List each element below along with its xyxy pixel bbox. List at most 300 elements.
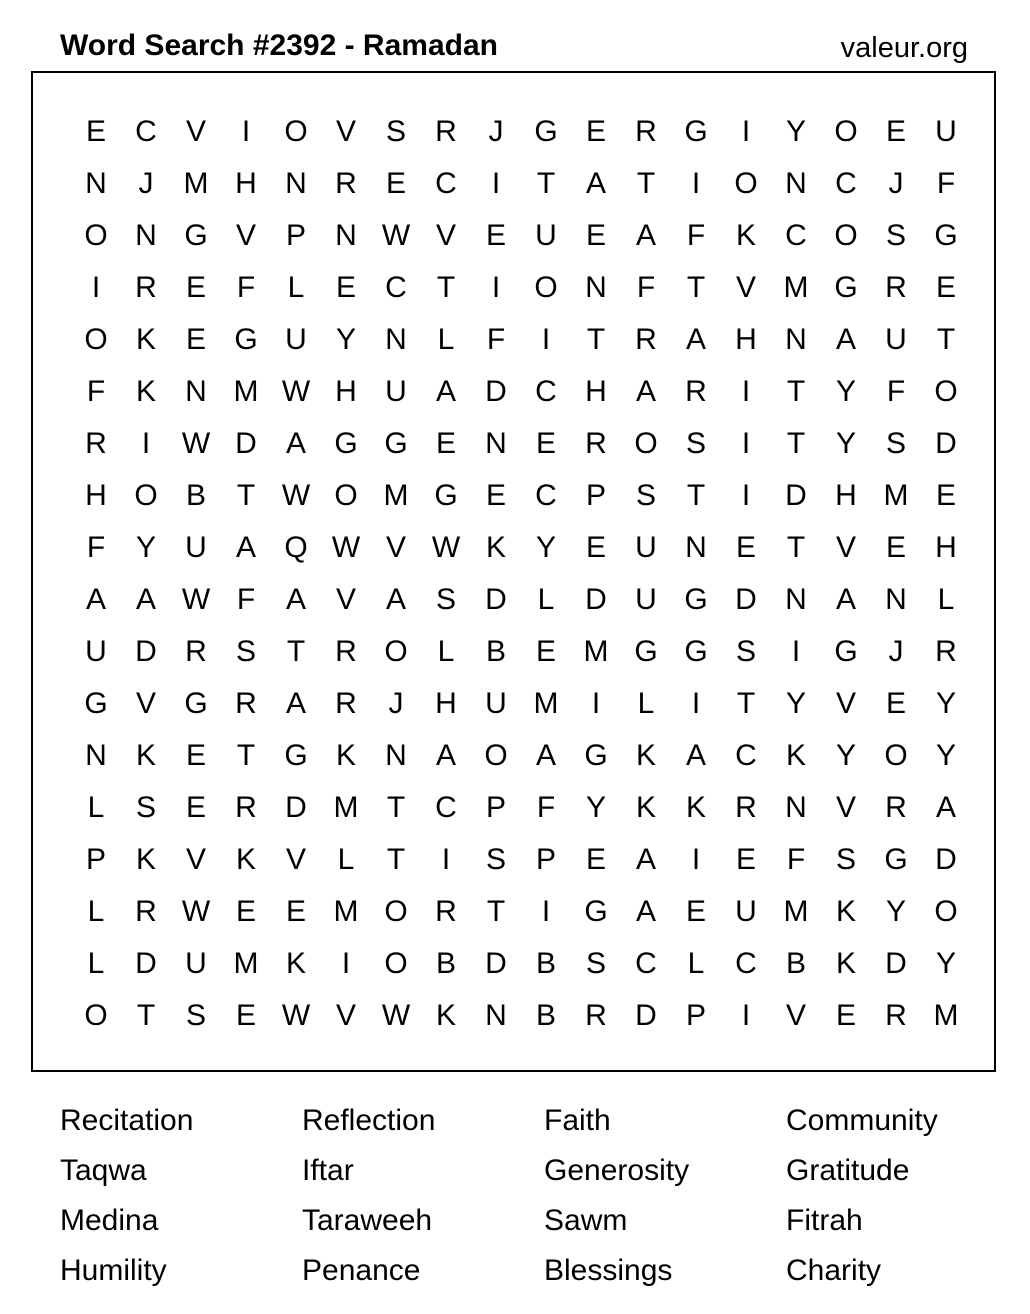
word-list-item: Reflection	[302, 1104, 436, 1137]
grid-letter: D	[735, 583, 757, 616]
word-list-item: Penance	[302, 1254, 421, 1287]
word-list-item: Humility	[60, 1254, 167, 1287]
grid-letter: E	[535, 427, 556, 460]
grid-letter: H	[735, 323, 757, 356]
word-list-item: Sawm	[544, 1204, 628, 1237]
grid-letter: G	[834, 635, 858, 668]
grid-letter: N	[785, 323, 807, 356]
grid-letter: O	[134, 479, 158, 512]
grid-letter: F	[636, 271, 656, 304]
grid-letter: V	[785, 999, 806, 1032]
word-list-item: Blessings	[544, 1254, 673, 1287]
grid-letter: Y	[835, 739, 856, 772]
grid-letter: G	[184, 219, 208, 252]
grid-letter: A	[135, 583, 156, 616]
grid-letter: U	[185, 531, 207, 564]
grid-letter: D	[485, 583, 507, 616]
grid-letter: K	[635, 739, 656, 772]
grid-letter: W	[381, 999, 411, 1032]
grid-letter: S	[235, 635, 256, 668]
grid-letter: T	[286, 635, 306, 668]
grid-letter: E	[585, 843, 606, 876]
grid-letter: P	[685, 999, 706, 1032]
grid-letter: A	[285, 687, 306, 720]
grid-letter: I	[141, 427, 151, 460]
grid-letter: R	[885, 271, 907, 304]
grid-letter: R	[135, 271, 157, 304]
grid-letter: G	[684, 115, 708, 148]
grid-letter: E	[935, 479, 956, 512]
grid-letter: M	[233, 947, 259, 980]
grid-letter: L	[437, 635, 455, 668]
grid-letter: D	[485, 947, 507, 980]
grid-letter: K	[835, 895, 856, 928]
grid-letter: D	[785, 479, 807, 512]
grid-letter: I	[491, 271, 501, 304]
grid-letter: W	[281, 375, 311, 408]
grid-letter: F	[686, 219, 706, 252]
grid-letter: A	[635, 895, 656, 928]
grid-letter: U	[885, 323, 907, 356]
grid-letter: O	[284, 115, 308, 148]
grid-letter: K	[235, 843, 256, 876]
grid-letter: G	[684, 583, 708, 616]
grid-letter: S	[485, 843, 506, 876]
word-list-item: Charity	[786, 1254, 882, 1287]
grid-letter: O	[384, 635, 408, 668]
grid-letter: N	[85, 167, 107, 200]
grid-letter: V	[435, 219, 456, 252]
grid-letter: Y	[135, 531, 156, 564]
grid-letter: S	[885, 219, 906, 252]
grid-letter: R	[685, 375, 707, 408]
grid-letter: K	[135, 375, 156, 408]
grid-letter: C	[535, 479, 557, 512]
grid-letter: R	[585, 427, 607, 460]
grid-letter: B	[785, 947, 806, 980]
grid-letter: L	[637, 687, 655, 720]
word-list-item: Faith	[544, 1104, 611, 1137]
grid-letter: C	[635, 947, 657, 980]
grid-letter: R	[335, 167, 357, 200]
grid-letter: H	[835, 479, 857, 512]
grid-letter: L	[87, 791, 105, 824]
grid-letter: B	[435, 947, 456, 980]
grid-letter: T	[136, 999, 156, 1032]
grid-letter: R	[585, 999, 607, 1032]
grid-letter: E	[585, 531, 606, 564]
grid-letter: E	[685, 895, 706, 928]
grid-letter: I	[591, 687, 601, 720]
grid-letter: Y	[935, 739, 956, 772]
grid-letter: N	[335, 219, 357, 252]
grid-letter: O	[484, 739, 508, 772]
grid-letter: W	[281, 999, 311, 1032]
grid-letter: T	[636, 167, 656, 200]
grid-letter: G	[884, 843, 908, 876]
grid-letter: U	[385, 375, 407, 408]
grid-letter: I	[691, 167, 701, 200]
grid-letter: V	[385, 531, 406, 564]
grid-letter: M	[233, 375, 259, 408]
grid-letter: N	[785, 583, 807, 616]
grid-letter: O	[734, 167, 758, 200]
grid-letter: G	[584, 739, 608, 772]
puzzle-title: Word Search #2392 - Ramadan	[60, 29, 498, 62]
grid-letter: G	[84, 687, 108, 720]
grid-letter: A	[635, 843, 656, 876]
grid-letter: B	[185, 479, 206, 512]
grid-letter: A	[535, 739, 556, 772]
grid-letter: K	[135, 843, 156, 876]
grid-letter: U	[285, 323, 307, 356]
word-list-item: Taraweeh	[302, 1204, 433, 1237]
grid-letter: Q	[284, 531, 308, 564]
grid-letter: G	[534, 115, 558, 148]
grid-letter: Y	[785, 115, 806, 148]
grid-letter: D	[135, 635, 157, 668]
grid-letter: S	[835, 843, 856, 876]
grid-letter: M	[783, 895, 809, 928]
grid-letter: F	[86, 375, 106, 408]
grid-letter: N	[385, 739, 407, 772]
grid-letter: S	[635, 479, 656, 512]
grid-letter: R	[885, 791, 907, 824]
grid-letter: K	[785, 739, 806, 772]
grid-letter: H	[85, 479, 107, 512]
grid-letter: E	[235, 895, 256, 928]
grid-letter: V	[335, 999, 356, 1032]
grid-letter: W	[181, 895, 211, 928]
grid-letter: I	[691, 843, 701, 876]
grid-letter: T	[386, 843, 406, 876]
grid-letter: P	[485, 791, 506, 824]
grid-letter: P	[285, 219, 306, 252]
grid-letter: A	[685, 323, 706, 356]
grid-letter: U	[485, 687, 507, 720]
grid-letter: A	[585, 167, 606, 200]
grid-letter: H	[935, 531, 957, 564]
grid-letter: N	[785, 791, 807, 824]
grid-letter: M	[533, 687, 559, 720]
grid-letter: G	[834, 271, 858, 304]
grid-letter: Y	[535, 531, 556, 564]
grid-letter: N	[885, 583, 907, 616]
grid-letter: T	[386, 791, 406, 824]
grid-letter: J	[488, 115, 504, 148]
grid-letter: T	[736, 687, 756, 720]
grid-letter: T	[536, 167, 556, 200]
grid-letter: N	[385, 323, 407, 356]
word-list-item: Gratitude	[786, 1154, 910, 1187]
grid-letter: I	[541, 895, 551, 928]
grid-letter: B	[485, 635, 506, 668]
grid-letter: F	[536, 791, 556, 824]
grid-letter: C	[435, 167, 457, 200]
grid-letter: F	[236, 271, 256, 304]
grid-letter: K	[135, 323, 156, 356]
grid-letter: K	[435, 999, 456, 1032]
grid-letter: G	[434, 479, 458, 512]
grid-letter: L	[687, 947, 705, 980]
grid-letter: K	[835, 947, 856, 980]
grid-letter: E	[335, 271, 356, 304]
grid-letter: K	[735, 219, 756, 252]
grid-letter: V	[835, 531, 856, 564]
grid-letter: O	[884, 739, 908, 772]
grid-letter: W	[431, 531, 461, 564]
grid-letter: V	[835, 791, 856, 824]
grid-letter: T	[786, 375, 806, 408]
grid-letter: C	[535, 375, 557, 408]
grid-letter: V	[135, 687, 156, 720]
grid-letter: R	[635, 115, 657, 148]
grid-letter: T	[436, 271, 456, 304]
grid-letter: T	[236, 479, 256, 512]
grid-letter: J	[888, 167, 904, 200]
grid-letter: P	[85, 843, 106, 876]
grid-letter: C	[735, 739, 757, 772]
grid-letter: N	[485, 999, 507, 1032]
grid-letter: N	[485, 427, 507, 460]
grid-letter: A	[835, 583, 856, 616]
grid-letter: O	[934, 375, 958, 408]
puzzle-box	[31, 71, 996, 1072]
grid-letter: G	[584, 895, 608, 928]
grid-letter: T	[486, 895, 506, 928]
grid-letter: M	[183, 167, 209, 200]
grid-letter: M	[333, 791, 359, 824]
grid-letter: E	[435, 427, 456, 460]
grid-letter: T	[236, 739, 256, 772]
grid-letter: G	[234, 323, 258, 356]
grid-letter: S	[135, 791, 156, 824]
grid-letter: G	[684, 635, 708, 668]
grid-letter: O	[934, 895, 958, 928]
grid-letter: R	[935, 635, 957, 668]
grid-letter: I	[691, 687, 701, 720]
grid-letter: I	[91, 271, 101, 304]
grid-letter: R	[885, 999, 907, 1032]
grid-letter: F	[886, 375, 906, 408]
grid-letter: U	[635, 531, 657, 564]
grid-letter: N	[185, 375, 207, 408]
grid-letter: Y	[335, 323, 356, 356]
grid-letter: U	[185, 947, 207, 980]
grid-letter: V	[835, 687, 856, 720]
grid-letter: E	[185, 323, 206, 356]
grid-letter: E	[885, 687, 906, 720]
grid-letter: C	[135, 115, 157, 148]
grid-letter: N	[135, 219, 157, 252]
word-list-item: Medina	[60, 1204, 159, 1237]
grid-letter: I	[241, 115, 251, 148]
grid-letter: R	[735, 791, 757, 824]
grid-letter: A	[285, 583, 306, 616]
grid-letter: C	[785, 219, 807, 252]
grid-letter: V	[335, 115, 356, 148]
grid-letter: C	[835, 167, 857, 200]
grid-letter: O	[384, 895, 408, 928]
grid-letter: F	[936, 167, 956, 200]
grid-letter: P	[535, 843, 556, 876]
grid-letter: U	[735, 895, 757, 928]
grid-letter: D	[285, 791, 307, 824]
word-list	[60, 1096, 1028, 1296]
grid-letter: A	[435, 375, 456, 408]
grid-letter: N	[685, 531, 707, 564]
grid-letter: F	[486, 323, 506, 356]
grid-letter: W	[381, 219, 411, 252]
grid-letter: A	[685, 739, 706, 772]
grid-letter: I	[441, 843, 451, 876]
grid-letter: U	[935, 115, 957, 148]
grid-letter: Y	[835, 427, 856, 460]
grid-letter: A	[935, 791, 956, 824]
grid-letter: E	[735, 531, 756, 564]
grid-letter: G	[934, 219, 958, 252]
grid-letter: E	[235, 999, 256, 1032]
grid-letter: E	[185, 739, 206, 772]
grid-letter: Y	[785, 687, 806, 720]
grid-letter: C	[735, 947, 757, 980]
grid-letter: U	[535, 219, 557, 252]
letter-grid	[71, 106, 971, 1042]
grid-letter: M	[933, 999, 959, 1032]
grid-letter: L	[87, 895, 105, 928]
grid-letter: Y	[835, 375, 856, 408]
grid-letter: S	[585, 947, 606, 980]
grid-letter: O	[384, 947, 408, 980]
grid-letter: E	[85, 115, 106, 148]
grid-letter: U	[635, 583, 657, 616]
grid-letter: Y	[585, 791, 606, 824]
grid-letter: H	[235, 167, 257, 200]
grid-letter: J	[388, 687, 404, 720]
grid-letter: T	[586, 323, 606, 356]
grid-letter: C	[435, 791, 457, 824]
grid-letter: D	[135, 947, 157, 980]
grid-letter: E	[735, 843, 756, 876]
grid-letter: M	[383, 479, 409, 512]
grid-letter: F	[786, 843, 806, 876]
grid-letter: J	[888, 635, 904, 668]
word-list-item: Iftar	[302, 1154, 354, 1187]
grid-letter: K	[635, 791, 656, 824]
grid-letter: R	[335, 635, 357, 668]
grid-letter: E	[535, 635, 556, 668]
grid-letter: W	[281, 479, 311, 512]
grid-letter: E	[485, 479, 506, 512]
grid-letter: B	[535, 999, 556, 1032]
grid-letter: T	[786, 427, 806, 460]
grid-letter: Y	[935, 687, 956, 720]
grid-letter: L	[287, 271, 305, 304]
grid-letter: F	[86, 531, 106, 564]
grid-letter: V	[335, 583, 356, 616]
grid-letter: I	[741, 427, 751, 460]
grid-letter: L	[87, 947, 105, 980]
grid-letter: R	[185, 635, 207, 668]
grid-letter: R	[435, 895, 457, 928]
grid-letter: F	[236, 583, 256, 616]
grid-letter: N	[285, 167, 307, 200]
grid-letter: I	[741, 375, 751, 408]
grid-letter: M	[583, 635, 609, 668]
grid-letter: T	[686, 271, 706, 304]
grid-letter: D	[485, 375, 507, 408]
grid-letter: R	[235, 687, 257, 720]
grid-letter: U	[85, 635, 107, 668]
grid-letter: G	[284, 739, 308, 772]
grid-letter: O	[84, 999, 108, 1032]
grid-letter: I	[541, 323, 551, 356]
grid-letter: T	[686, 479, 706, 512]
grid-letter: D	[235, 427, 257, 460]
grid-letter: I	[341, 947, 351, 980]
grid-letter: N	[85, 739, 107, 772]
grid-letter: M	[883, 479, 909, 512]
grid-letter: K	[135, 739, 156, 772]
grid-letter: J	[138, 167, 154, 200]
grid-letter: R	[85, 427, 107, 460]
grid-letter: E	[485, 219, 506, 252]
grid-letter: R	[635, 323, 657, 356]
site-name: valeur.org	[840, 32, 968, 64]
grid-letter: N	[585, 271, 607, 304]
grid-letter: A	[835, 323, 856, 356]
grid-letter: A	[385, 583, 406, 616]
grid-letter: R	[235, 791, 257, 824]
grid-letter: S	[185, 999, 206, 1032]
grid-letter: I	[741, 479, 751, 512]
grid-letter: C	[385, 271, 407, 304]
grid-letter: T	[786, 531, 806, 564]
grid-letter: K	[335, 739, 356, 772]
grid-letter: A	[85, 583, 106, 616]
grid-letter: E	[385, 167, 406, 200]
grid-letter: W	[181, 427, 211, 460]
grid-letter: E	[585, 219, 606, 252]
grid-letter: O	[84, 323, 108, 356]
grid-letter: L	[437, 323, 455, 356]
grid-letter: E	[185, 791, 206, 824]
grid-letter: L	[937, 583, 955, 616]
grid-letter: D	[635, 999, 657, 1032]
grid-letter: E	[885, 115, 906, 148]
grid-letter: Y	[935, 947, 956, 980]
grid-letter: G	[184, 687, 208, 720]
grid-letter: S	[685, 427, 706, 460]
word-list-item: Recitation	[60, 1104, 194, 1137]
grid-letter: O	[634, 427, 658, 460]
word-list-item: Generosity	[544, 1154, 690, 1187]
grid-letter: Y	[885, 895, 906, 928]
grid-letter: I	[491, 167, 501, 200]
grid-letter: D	[585, 583, 607, 616]
grid-letter: N	[785, 167, 807, 200]
grid-letter: L	[537, 583, 555, 616]
grid-letter: G	[384, 427, 408, 460]
grid-letter: K	[485, 531, 506, 564]
grid-letter: O	[334, 479, 358, 512]
grid-letter: L	[337, 843, 355, 876]
grid-letter: T	[936, 323, 956, 356]
grid-letter: S	[885, 427, 906, 460]
grid-letter: D	[935, 427, 957, 460]
grid-letter: V	[185, 843, 206, 876]
grid-letter: E	[585, 115, 606, 148]
